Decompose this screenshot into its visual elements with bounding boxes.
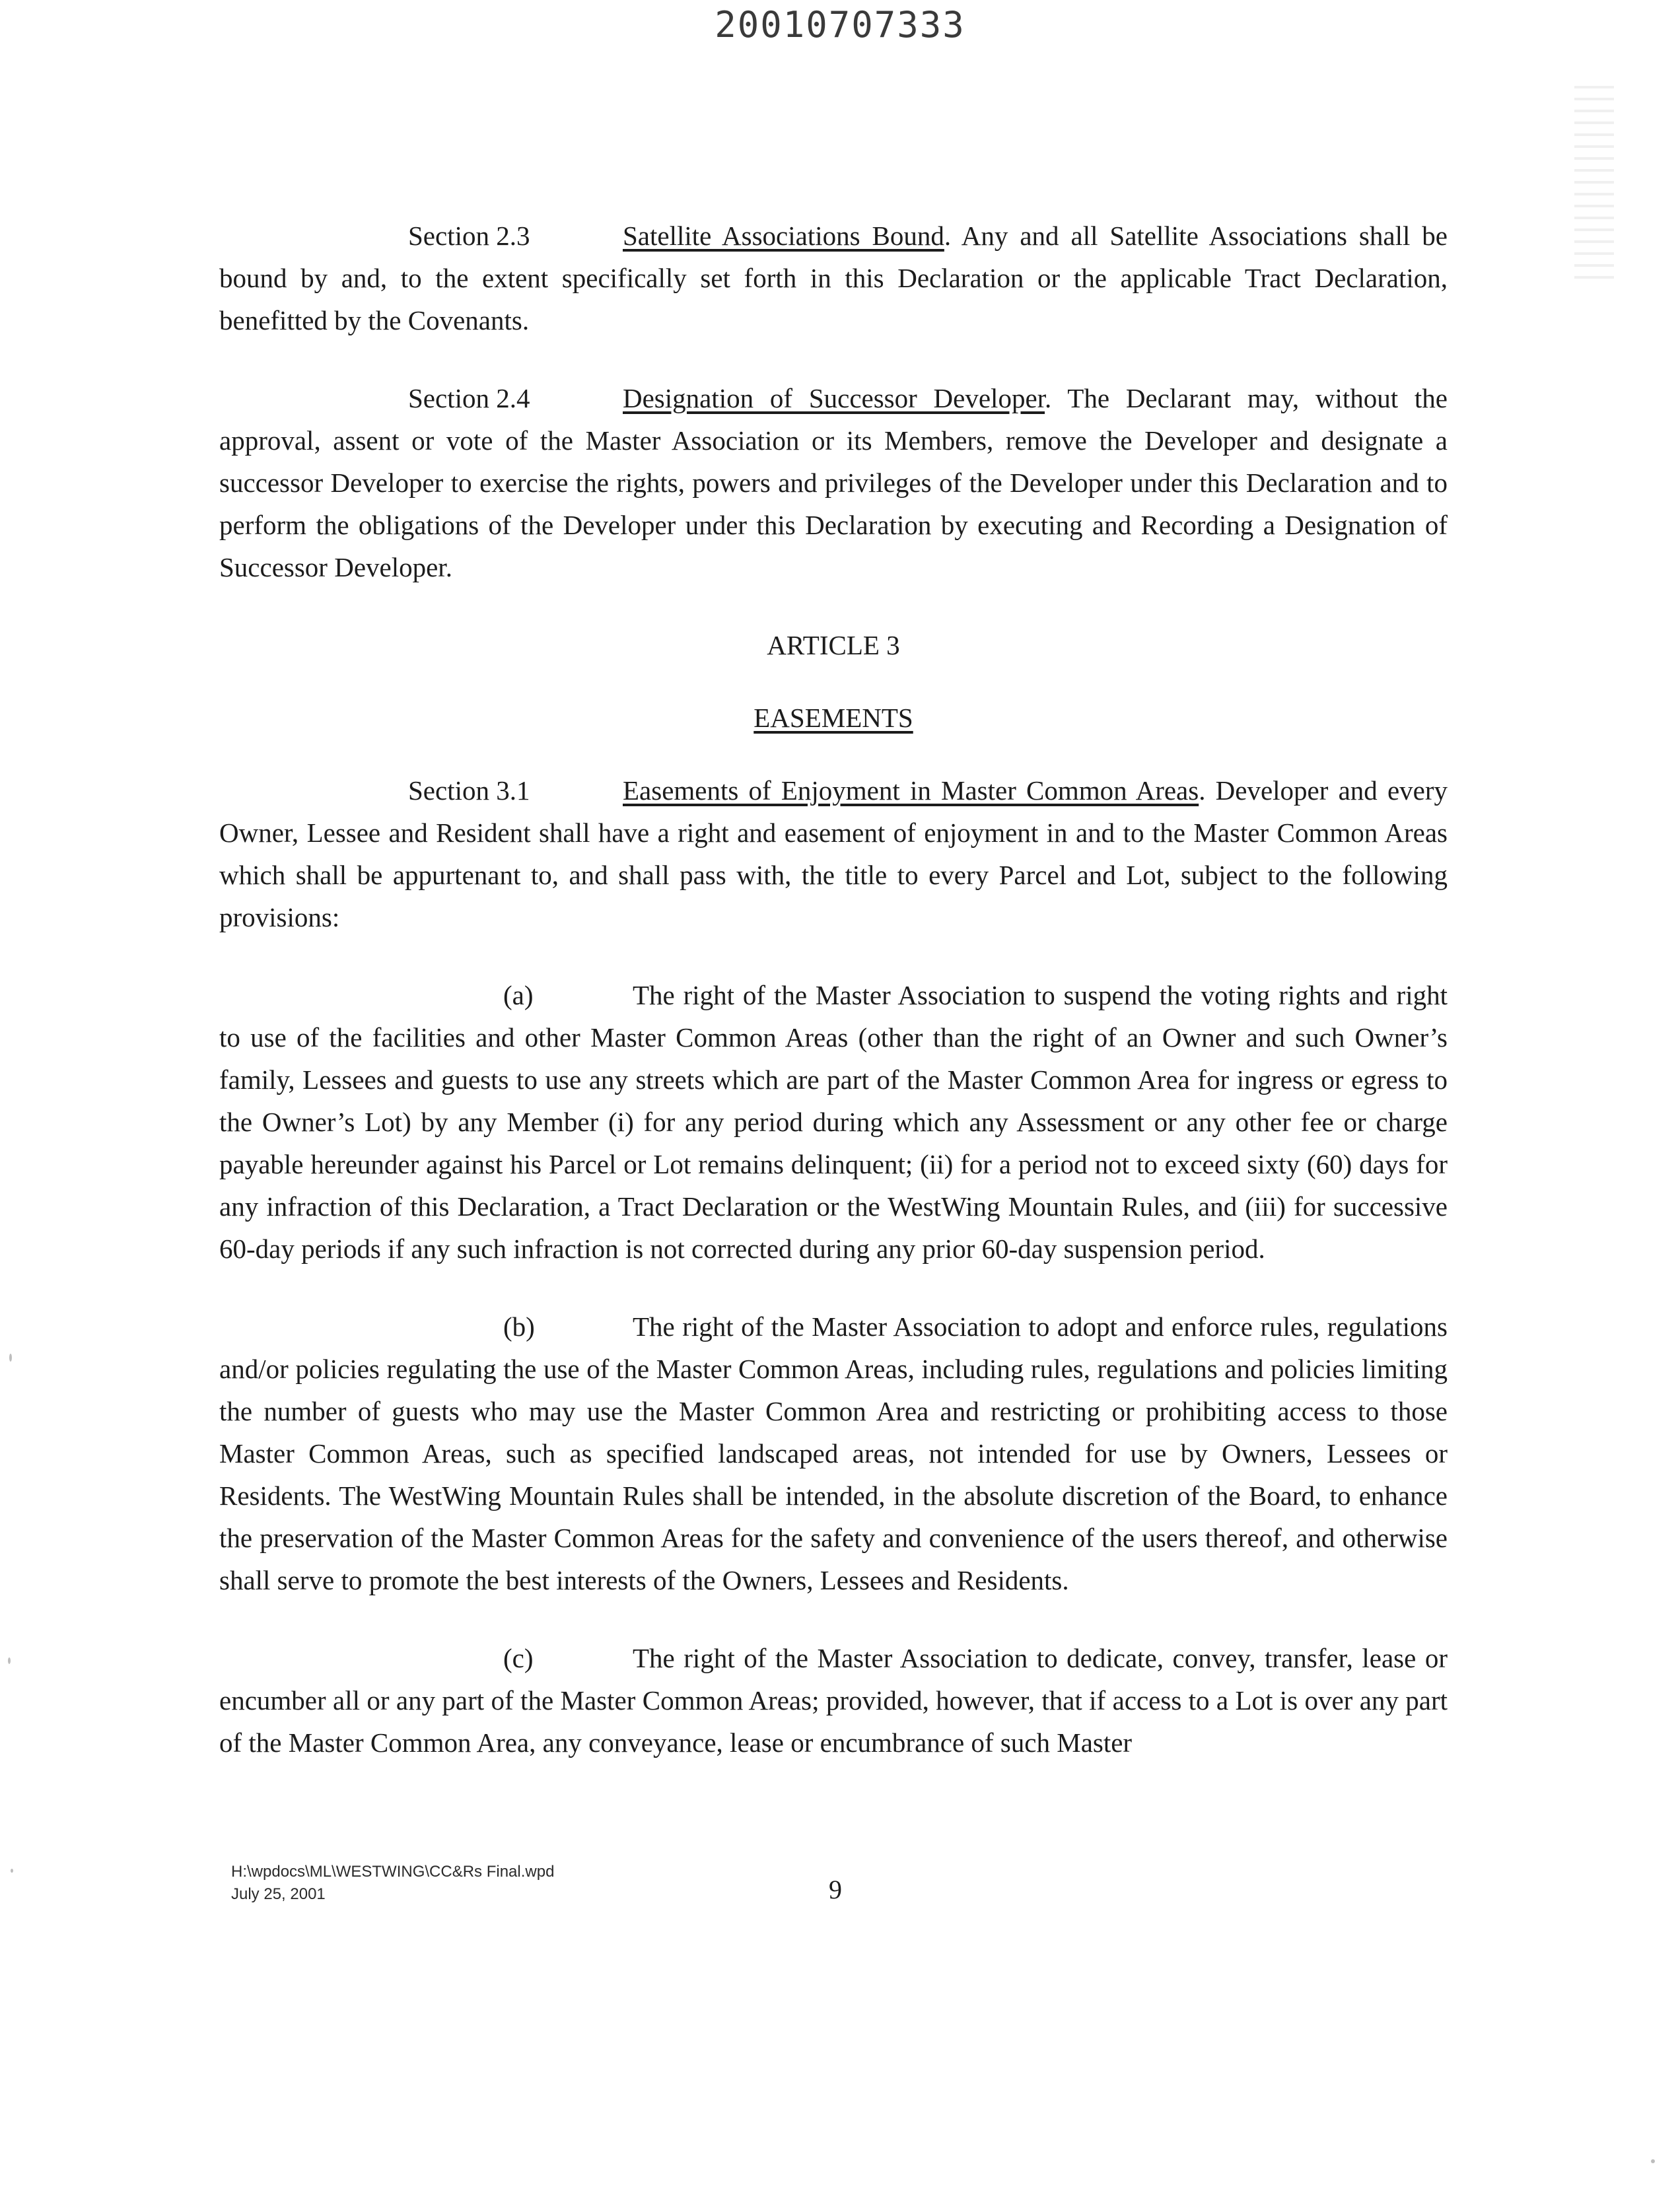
section-2-3-text: . Any and all Satellite Associations shall be bound by and, to the extent specifically set forth in this Declaration or the applicable Tract Declaration, benefitted by the Covenants.	[219, 221, 1448, 335]
footer-file-path: H:\wpdocs\ML\WESTWING\CC&Rs Final.wpd	[231, 1863, 555, 1881]
scan-speckle	[1651, 2159, 1655, 2163]
subsection-c-label: (c)	[503, 1643, 534, 1673]
scan-speckle	[9, 1354, 12, 1362]
recording-number: 20010707333	[715, 4, 965, 46]
section-3-1-text: . Developer and every Owner, Lessee and Resident shall have a right and easement of enjoyment in and to the Master Common Areas which shall be appurtenant to, and shall pass with, the title to every Parcel and Lot, subject to the following provisions:	[219, 775, 1448, 932]
subsection-a-text: The right of the Master Association to suspend the voting rights and right to use of the facilities and other Master Common Areas (other than the right of an Owner and such Owner’s family, Lessees and guests to use any streets which are part of the Master Common Area for ingress or egress to the Owner’s Lot) by any Member (i) for any period during which any Assessment or any other fee or charge payable hereunder against his Parcel or Lot remains delinquent; (ii) for a period not to exceed sixty (60) days for any infraction of this Declaration, a Tract Declaration or the WestWing Mountain Rules, and (iii) for successive 60-day periods if any such infraction is not corrected during any prior 60-day suspension period.	[219, 980, 1448, 1264]
subsection-c-text: The right of the Master Association to dedicate, convey, transfer, lease or encumber all or any part of the Master Common Areas; provided, however, that if access to a Lot is over any part of the Master Common Area, any conveyance, lease or encumbrance of such Master	[219, 1643, 1448, 1758]
page-number: 9	[829, 1875, 842, 1904]
scan-speckle	[8, 1657, 11, 1664]
section-3-1-label: Section 3.1	[408, 775, 530, 806]
section-3-1	[219, 769, 1448, 938]
section-2-3	[219, 215, 1448, 341]
article-title: EASEMENTS	[753, 703, 913, 733]
section-2-3-label: Section 2.3	[408, 221, 530, 251]
subsection-c	[219, 1637, 1448, 1764]
section-2-4-text: . The Declarant may, without the approval, assent or vote of the Master Association or its Members, remove the Developer and designate a successor Developer to exercise the rights, powers and privileges of the Developer under this Declaration and to perform the obligations of the Developer under this Declaration by executing and Recording a Designation of Successor Developer.	[219, 383, 1448, 582]
section-2-4	[219, 377, 1448, 588]
section-2-4-label: Section 2.4	[408, 383, 530, 413]
subsection-b-text: The right of the Master Association to adopt and enforce rules, regulations and/or policies regulating the use of the Master Common Areas, including rules, regulations and policies limiting the number of guests who may use the Master Common Area and restricting or prohibiting access to those Master Common Areas, such as specified landscaped areas, not intended for use by Owners, Lessees or Residents. The WestWing Mountain Rules shall be intended, in the absolute discretion of the Board, to enhance the preservation of the Master Common Areas for the safety and convenience of the users thereof, and otherwise shall serve to promote the best interests of the Owners, Lessees and Residents.	[219, 1311, 1448, 1595]
margin-scan-marks	[1574, 86, 1614, 284]
subsection-b-label: (b)	[503, 1311, 535, 1342]
scan-speckle	[11, 1869, 13, 1873]
section-2-4-title: Designation of Successor Developer	[623, 383, 1045, 413]
article-number: ARTICLE 3	[767, 630, 900, 660]
footer-date: July 25, 2001	[231, 1885, 326, 1903]
footer-file-info	[231, 1861, 554, 1906]
subsection-a	[219, 974, 1448, 1270]
section-2-3-title: Satellite Associations Bound	[623, 221, 944, 251]
document-body	[219, 215, 1448, 1799]
subsection-a-label: (a)	[503, 980, 534, 1010]
section-3-1-title: Easements of Enjoyment in Master Common Areas	[623, 775, 1199, 806]
subsection-b	[219, 1305, 1448, 1601]
